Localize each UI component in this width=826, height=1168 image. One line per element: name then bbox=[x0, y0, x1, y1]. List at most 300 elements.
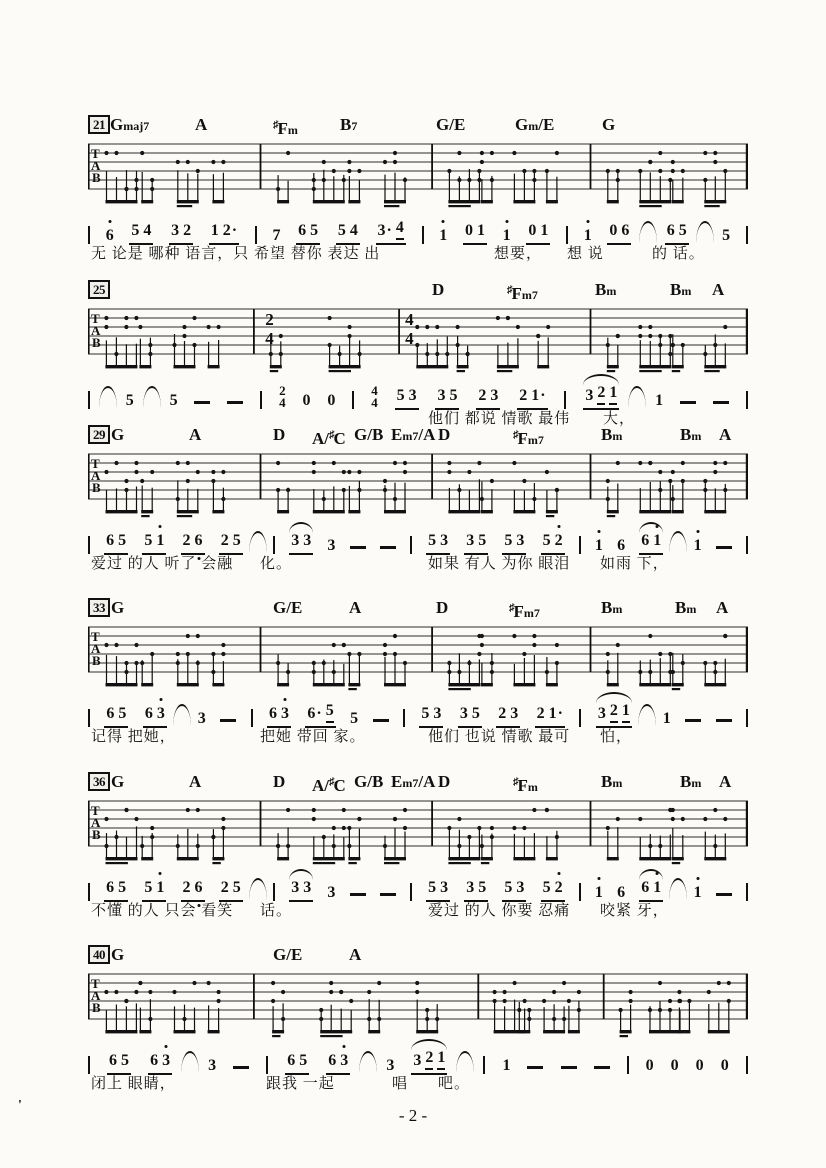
jianpu-tie-arc bbox=[143, 386, 161, 408]
jianpu-note: 5 bbox=[337, 222, 346, 239]
jianpu-note: 3 bbox=[281, 705, 289, 723]
chord-label: A bbox=[712, 280, 725, 299]
chord-label: Gmaj7 bbox=[110, 115, 150, 134]
lyric-segment: 想 说 bbox=[567, 246, 604, 262]
jianpu-tie-arc bbox=[99, 386, 117, 408]
measure-number-box: 33 bbox=[88, 598, 110, 617]
jianpu-note: 3 bbox=[440, 879, 449, 896]
jianpu-beam-group bbox=[665, 222, 689, 245]
jianpu-dash bbox=[716, 546, 732, 549]
jianpu-note: 2 bbox=[536, 705, 545, 722]
jianpu-note: 4 bbox=[349, 222, 358, 239]
jianpu-note: 1 bbox=[694, 884, 702, 902]
jianpu-beam-group bbox=[289, 532, 313, 555]
lyric-segment: 跟我 一起 bbox=[266, 1076, 335, 1092]
jianpu-note: 6 bbox=[666, 222, 675, 239]
guitar-tab-staff bbox=[88, 969, 748, 1039]
jianpu-note: 0 bbox=[645, 1057, 654, 1074]
jianpu-barline bbox=[255, 226, 257, 244]
jianpu-barline bbox=[579, 883, 581, 901]
chord-label: D bbox=[273, 772, 286, 791]
jianpu-tie-arc bbox=[669, 531, 687, 553]
jianpu-note: 5 bbox=[310, 222, 319, 239]
svg-text:B: B bbox=[92, 335, 101, 350]
jianpu-dash bbox=[561, 1066, 577, 1069]
jianpu-barline bbox=[88, 536, 90, 554]
chord-label: Bm bbox=[680, 425, 702, 444]
jianpu-note: 2 bbox=[183, 222, 192, 239]
octave-dot-above bbox=[696, 877, 699, 880]
lyric-segment: 唱 bbox=[392, 1076, 409, 1092]
jianpu-note: 6 bbox=[195, 879, 203, 897]
jianpu-note: 2 bbox=[610, 702, 618, 723]
jianpu-beam-group bbox=[143, 705, 167, 728]
jianpu-tie-arc bbox=[669, 878, 687, 900]
jianpu-barline bbox=[422, 226, 424, 244]
jianpu-note: 2 bbox=[425, 1049, 433, 1070]
svg-text:T: T bbox=[91, 146, 100, 161]
jianpu-note: 2 bbox=[220, 879, 229, 896]
jianpu-dash bbox=[227, 401, 243, 404]
jianpu-note: 6 bbox=[287, 1052, 296, 1069]
tab-clef bbox=[91, 629, 101, 668]
jianpu-beam-group bbox=[639, 532, 663, 555]
jianpu-dash bbox=[594, 1066, 610, 1069]
jianpu-beam-group bbox=[395, 387, 419, 410]
jianpu-note: 5 bbox=[131, 222, 140, 239]
chord-row bbox=[88, 425, 748, 447]
svg-text:4: 4 bbox=[265, 329, 274, 348]
jianpu-dash bbox=[716, 719, 732, 722]
octave-dot-above bbox=[696, 530, 699, 533]
jianpu-beam-group bbox=[289, 879, 313, 902]
chord-label: ♯Fm bbox=[273, 119, 298, 138]
svg-text:A: A bbox=[91, 468, 101, 483]
ts-denominator: 4 bbox=[279, 395, 286, 410]
chord-label: A bbox=[349, 598, 362, 617]
jianpu-note: 0 bbox=[302, 392, 311, 409]
guitar-tab-staff bbox=[88, 796, 748, 866]
jianpu-beam-group bbox=[376, 219, 406, 245]
octave-dot-above bbox=[159, 525, 162, 528]
augmentation-dot: · bbox=[540, 387, 546, 404]
svg-text:A: A bbox=[91, 323, 101, 338]
sharp-sign: ♯ bbox=[507, 284, 513, 296]
chord-row bbox=[88, 115, 748, 137]
chord-label: G bbox=[111, 425, 125, 444]
jianpu-note: 3 bbox=[197, 710, 206, 727]
jianpu-tie-arc bbox=[639, 221, 657, 243]
jianpu-barline bbox=[403, 709, 405, 727]
jianpu-note: 5 bbox=[542, 532, 551, 549]
octave-dot-above bbox=[442, 220, 445, 223]
chord-label: G/B bbox=[354, 425, 384, 444]
ts-numerator: 4 bbox=[371, 383, 378, 398]
svg-text:A: A bbox=[91, 641, 101, 656]
jianpu-barline bbox=[579, 536, 581, 554]
jianpu-note: 3 bbox=[208, 1057, 217, 1074]
sharp-sign: ♯ bbox=[329, 429, 335, 441]
sharp-sign: ♯ bbox=[273, 119, 279, 131]
tab-clef bbox=[91, 803, 101, 842]
jianpu-note: 2 bbox=[498, 705, 507, 722]
jianpu-note: 5 bbox=[678, 222, 687, 239]
jianpu-note: 6 bbox=[106, 879, 115, 896]
jianpu-barline bbox=[273, 883, 275, 901]
tab-clef bbox=[91, 311, 101, 350]
chord-label: D bbox=[438, 772, 451, 791]
svg-text:B: B bbox=[92, 827, 101, 842]
octave-dot-above bbox=[283, 698, 286, 701]
jianpu-dash bbox=[527, 1066, 543, 1069]
jianpu-note: 6 bbox=[617, 884, 626, 901]
jianpu-time-signature bbox=[279, 385, 286, 409]
jianpu-note: 2· bbox=[222, 222, 238, 239]
chord-label: A bbox=[195, 115, 208, 134]
chord-label: Bm bbox=[601, 598, 623, 617]
chord-label: Bm bbox=[670, 280, 692, 299]
jianpu-note: 7 bbox=[272, 227, 281, 244]
chord-label: D bbox=[432, 280, 445, 299]
jianpu-note: 6 bbox=[641, 532, 650, 549]
jianpu-note: 5 bbox=[144, 879, 153, 896]
jianpu-note: 5 bbox=[504, 879, 513, 896]
jianpu-note: 1 bbox=[156, 879, 164, 897]
lyric-segment: 闭上 眼睛， bbox=[91, 1076, 176, 1092]
jianpu-barline bbox=[88, 226, 90, 244]
jianpu-beam-group bbox=[336, 222, 360, 245]
jianpu-barline bbox=[88, 883, 90, 901]
jianpu-note: 1 bbox=[502, 1057, 511, 1074]
jianpu-line bbox=[88, 868, 748, 902]
measure-number-box: 40 bbox=[88, 945, 110, 964]
jianpu-note: 1 bbox=[595, 537, 603, 555]
jianpu-beam-group bbox=[476, 387, 500, 410]
measure-number-box: 21 bbox=[88, 115, 110, 134]
chord-label: D bbox=[438, 425, 451, 444]
lyrics-line bbox=[88, 245, 748, 265]
jianpu-note: 5 bbox=[428, 879, 437, 896]
jianpu-note: 6 bbox=[617, 537, 626, 554]
jianpu-note: 3 bbox=[157, 705, 165, 723]
jianpu-note: 5 bbox=[504, 532, 513, 549]
chord-row bbox=[88, 598, 748, 620]
jianpu-note: 5 bbox=[421, 705, 430, 722]
jianpu-note: 3 bbox=[340, 1052, 348, 1070]
jianpu-dash bbox=[233, 1066, 249, 1069]
jianpu-tie-arc bbox=[456, 1051, 474, 1073]
jianpu-beam-group bbox=[435, 387, 459, 410]
jianpu-beam-group bbox=[104, 879, 128, 902]
jianpu-note: 3 bbox=[440, 532, 449, 549]
chord-row bbox=[88, 280, 748, 302]
jianpu-beam-group bbox=[535, 705, 565, 728]
jianpu-note: 0 bbox=[528, 222, 537, 239]
jianpu-beam-group bbox=[411, 1049, 447, 1075]
jianpu-beam-group bbox=[502, 532, 526, 555]
chord-label: G bbox=[111, 945, 125, 964]
jianpu-beam-group bbox=[541, 532, 565, 555]
jianpu-note: 1 bbox=[609, 384, 617, 405]
chord-label: B7 bbox=[340, 115, 358, 134]
octave-dot-above bbox=[656, 525, 659, 528]
jianpu-barline bbox=[627, 1056, 629, 1074]
jianpu-note: 3 bbox=[303, 879, 312, 896]
jianpu-note: 6 bbox=[109, 1052, 118, 1069]
chord-label: Em7/A bbox=[391, 772, 436, 791]
jianpu-note: 6 bbox=[106, 227, 114, 245]
jianpu-note: 2 bbox=[220, 532, 229, 549]
jianpu-barline bbox=[88, 709, 90, 727]
jianpu-beam-group bbox=[502, 879, 526, 902]
svg-text:2: 2 bbox=[265, 310, 274, 329]
jianpu-beam-group bbox=[517, 387, 547, 410]
jianpu-barline bbox=[746, 391, 748, 409]
jianpu-note: 1 bbox=[662, 710, 671, 727]
jianpu-note: 6 bbox=[195, 532, 203, 550]
jianpu-beam-group bbox=[496, 705, 520, 728]
jianpu-note: 5 bbox=[542, 879, 551, 896]
jianpu-beam-group bbox=[142, 879, 166, 902]
chord-row bbox=[88, 772, 748, 794]
ts-numerator: 2 bbox=[279, 383, 286, 398]
jianpu-note: 5 bbox=[478, 532, 487, 549]
chord-label: G/E bbox=[273, 945, 303, 964]
jianpu-note: 3 bbox=[585, 387, 594, 404]
jianpu-dash bbox=[194, 401, 210, 404]
lyric-segment: 爱过 的人 你要 忍痛 bbox=[428, 903, 571, 919]
jianpu-beam-group bbox=[305, 702, 335, 728]
jianpu-beam-group bbox=[426, 532, 450, 555]
sharp-sign: ♯ bbox=[509, 602, 515, 614]
jianpu-note: 1 bbox=[694, 537, 702, 555]
jianpu-dash bbox=[373, 719, 389, 722]
chord-label: D bbox=[436, 598, 449, 617]
jianpu-note: 5 bbox=[118, 879, 127, 896]
jianpu-note: 5 bbox=[449, 387, 458, 404]
jianpu-note: 6 bbox=[144, 705, 153, 722]
jianpu-note: 1 bbox=[540, 222, 549, 239]
jianpu-note: 5 bbox=[396, 387, 405, 404]
octave-dot-above bbox=[343, 1045, 346, 1048]
lyric-segment: 想要， bbox=[494, 246, 543, 262]
chord-label: D bbox=[273, 425, 286, 444]
lyric-segment: 怕， bbox=[600, 729, 633, 745]
jianpu-beam-group bbox=[267, 705, 291, 728]
jianpu-barline bbox=[746, 1056, 748, 1074]
lyric-segment: 的 话。 bbox=[652, 246, 705, 262]
tab-time-signature bbox=[265, 310, 274, 348]
octave-dot-above bbox=[505, 220, 508, 223]
svg-text:4: 4 bbox=[405, 329, 414, 348]
chord-label: Bm bbox=[601, 425, 623, 444]
lyric-segment: 大， bbox=[603, 411, 636, 427]
jianpu-beam-group bbox=[169, 222, 193, 245]
jianpu-barline bbox=[273, 536, 275, 554]
jianpu-note: 5 bbox=[118, 705, 127, 722]
measure-number-box: 36 bbox=[88, 772, 110, 791]
octave-dot-above bbox=[108, 220, 111, 223]
octave-dot-above bbox=[656, 872, 659, 875]
jianpu-note: 3· bbox=[377, 222, 392, 239]
svg-text:B: B bbox=[92, 653, 101, 668]
svg-text:B: B bbox=[92, 1000, 101, 1015]
jianpu-beam-group bbox=[326, 1052, 350, 1075]
jianpu-note: 6 bbox=[106, 532, 115, 549]
lyrics-line bbox=[88, 555, 748, 575]
chord-label: A bbox=[716, 598, 729, 617]
jianpu-note: 3 bbox=[466, 879, 475, 896]
ts-denominator: 4 bbox=[371, 395, 378, 410]
jianpu-note: 5 bbox=[326, 702, 334, 723]
jianpu-note: 1 bbox=[622, 702, 630, 723]
jianpu-note: 3 bbox=[510, 705, 519, 722]
jianpu-note: 1· bbox=[531, 387, 546, 404]
jianpu-beam-group bbox=[464, 532, 488, 555]
jianpu-note: 5 bbox=[350, 710, 359, 727]
jianpu-note: 5 bbox=[722, 227, 731, 244]
chord-label: G/E bbox=[436, 115, 466, 134]
jianpu-note: 5 bbox=[299, 1052, 308, 1069]
jianpu-beam-group bbox=[129, 222, 153, 245]
jianpu-barline bbox=[410, 883, 412, 901]
octave-dot-above bbox=[586, 220, 589, 223]
jianpu-beam-group bbox=[209, 222, 239, 245]
chord-label: ♯Fm bbox=[513, 776, 538, 795]
lyric-segment: 化。 bbox=[260, 556, 293, 572]
jianpu-note: 3 bbox=[386, 1057, 395, 1074]
jianpu-beam-group bbox=[526, 222, 550, 245]
jianpu-note: 3 bbox=[327, 884, 336, 901]
jianpu-note: 2 bbox=[182, 879, 191, 896]
chord-label: A bbox=[189, 425, 202, 444]
lyrics-line bbox=[88, 1075, 748, 1095]
augmentation-dot: · bbox=[231, 222, 238, 239]
jianpu-dash bbox=[380, 893, 396, 896]
jianpu-beam-group bbox=[219, 879, 243, 902]
svg-text:T: T bbox=[91, 976, 100, 991]
lyric-segment: 话。 bbox=[260, 903, 293, 919]
jianpu-note: 6 bbox=[298, 222, 307, 239]
page-number: - 2 - bbox=[398, 1106, 428, 1125]
jianpu-note: 3 bbox=[516, 879, 525, 896]
chord-label: Bm bbox=[675, 598, 697, 617]
jianpu-dash bbox=[713, 401, 729, 404]
jianpu-dash bbox=[380, 546, 396, 549]
jianpu-tie-arc bbox=[181, 1051, 199, 1073]
jianpu-note: 3 bbox=[516, 532, 525, 549]
jianpu-dash bbox=[680, 401, 696, 404]
chord-label: ♯Fm7 bbox=[513, 429, 544, 448]
chord-label: G/E bbox=[273, 598, 303, 617]
jianpu-line bbox=[88, 1041, 748, 1075]
jianpu-beam-group bbox=[104, 705, 128, 728]
jianpu-note: 2 bbox=[519, 387, 528, 404]
jianpu-beam-group bbox=[596, 702, 632, 728]
jianpu-beam-group bbox=[463, 222, 487, 245]
jianpu-note: 1 bbox=[655, 392, 664, 409]
jianpu-barline bbox=[251, 709, 253, 727]
jianpu-note: 5 bbox=[118, 532, 127, 549]
jianpu-note: 3 bbox=[291, 532, 300, 549]
chord-label: Bm bbox=[680, 772, 702, 791]
jianpu-note: 3 bbox=[291, 879, 300, 896]
jianpu-dash bbox=[220, 719, 236, 722]
stray-mark: ' bbox=[18, 1098, 22, 1113]
jianpu-dash bbox=[716, 893, 732, 896]
chord-label: A/♯C bbox=[312, 776, 346, 795]
jianpu-note: 1 bbox=[210, 222, 219, 239]
jianpu-note: 1· bbox=[548, 705, 564, 722]
sharp-sign: ♯ bbox=[513, 776, 519, 788]
lyrics-line bbox=[88, 728, 748, 748]
svg-text:T: T bbox=[91, 629, 100, 644]
chord-label: G bbox=[111, 598, 125, 617]
jianpu-dash bbox=[685, 719, 701, 722]
jianpu-note: 1 bbox=[584, 227, 592, 245]
jianpu-note: 3 bbox=[413, 1052, 422, 1069]
guitar-tab-staff bbox=[88, 139, 748, 209]
lyric-segment: 不懂 的人 只会 看笑 bbox=[91, 903, 234, 919]
chord-label: Bm bbox=[601, 772, 623, 791]
jianpu-beam-group bbox=[607, 222, 631, 245]
jianpu-note: 4 bbox=[143, 222, 152, 239]
jianpu-note: 0 bbox=[670, 1057, 679, 1074]
lyric-segment: 如雨 下， bbox=[600, 556, 669, 572]
guitar-tab-staff bbox=[88, 449, 748, 519]
jianpu-beam-group bbox=[419, 705, 443, 728]
octave-dot-above bbox=[597, 877, 600, 880]
jianpu-note: 1 bbox=[439, 227, 447, 245]
jianpu-dash bbox=[350, 546, 366, 549]
jianpu-note: 3 bbox=[303, 532, 312, 549]
svg-text:A: A bbox=[91, 815, 101, 830]
jianpu-note: 0 bbox=[609, 222, 618, 239]
augmentation-dot: · bbox=[386, 222, 392, 239]
jianpu-line bbox=[88, 211, 748, 245]
jianpu-note: 3 bbox=[408, 387, 417, 404]
chord-label: Em7/A bbox=[391, 425, 436, 444]
svg-text:B: B bbox=[92, 170, 101, 185]
jianpu-note: 5 bbox=[144, 532, 153, 549]
jianpu-tie-arc bbox=[359, 1051, 377, 1073]
jianpu-note: 2 bbox=[555, 532, 563, 550]
chord-label: A bbox=[349, 945, 362, 964]
sharp-sign: ♯ bbox=[329, 776, 335, 788]
jianpu-note: 0 bbox=[695, 1057, 704, 1074]
svg-text:T: T bbox=[91, 456, 100, 471]
tab-time-signature bbox=[405, 310, 414, 348]
jianpu-note: 1 bbox=[503, 227, 511, 245]
jianpu-barline bbox=[746, 709, 748, 727]
jianpu-note: 2 bbox=[182, 532, 191, 549]
lyric-segment: 无 论是 哪种 语言，只 希望 替你 表达 出 bbox=[91, 246, 381, 262]
jianpu-tie-arc bbox=[249, 878, 267, 900]
jianpu-barline bbox=[579, 709, 581, 727]
jianpu-note: 3 bbox=[490, 387, 499, 404]
jianpu-beam-group bbox=[104, 532, 128, 555]
jianpu-beam-group bbox=[285, 1052, 309, 1075]
jianpu-beam-group bbox=[148, 1052, 172, 1075]
jianpu-tie-arc bbox=[249, 531, 267, 553]
svg-text:T: T bbox=[91, 803, 100, 818]
chord-label: A bbox=[189, 772, 202, 791]
jianpu-beam-group bbox=[639, 879, 663, 902]
jianpu-note: 3 bbox=[459, 705, 468, 722]
svg-text:A: A bbox=[91, 988, 101, 1003]
jianpu-beam-group bbox=[142, 532, 166, 555]
jianpu-barline bbox=[88, 1056, 90, 1074]
